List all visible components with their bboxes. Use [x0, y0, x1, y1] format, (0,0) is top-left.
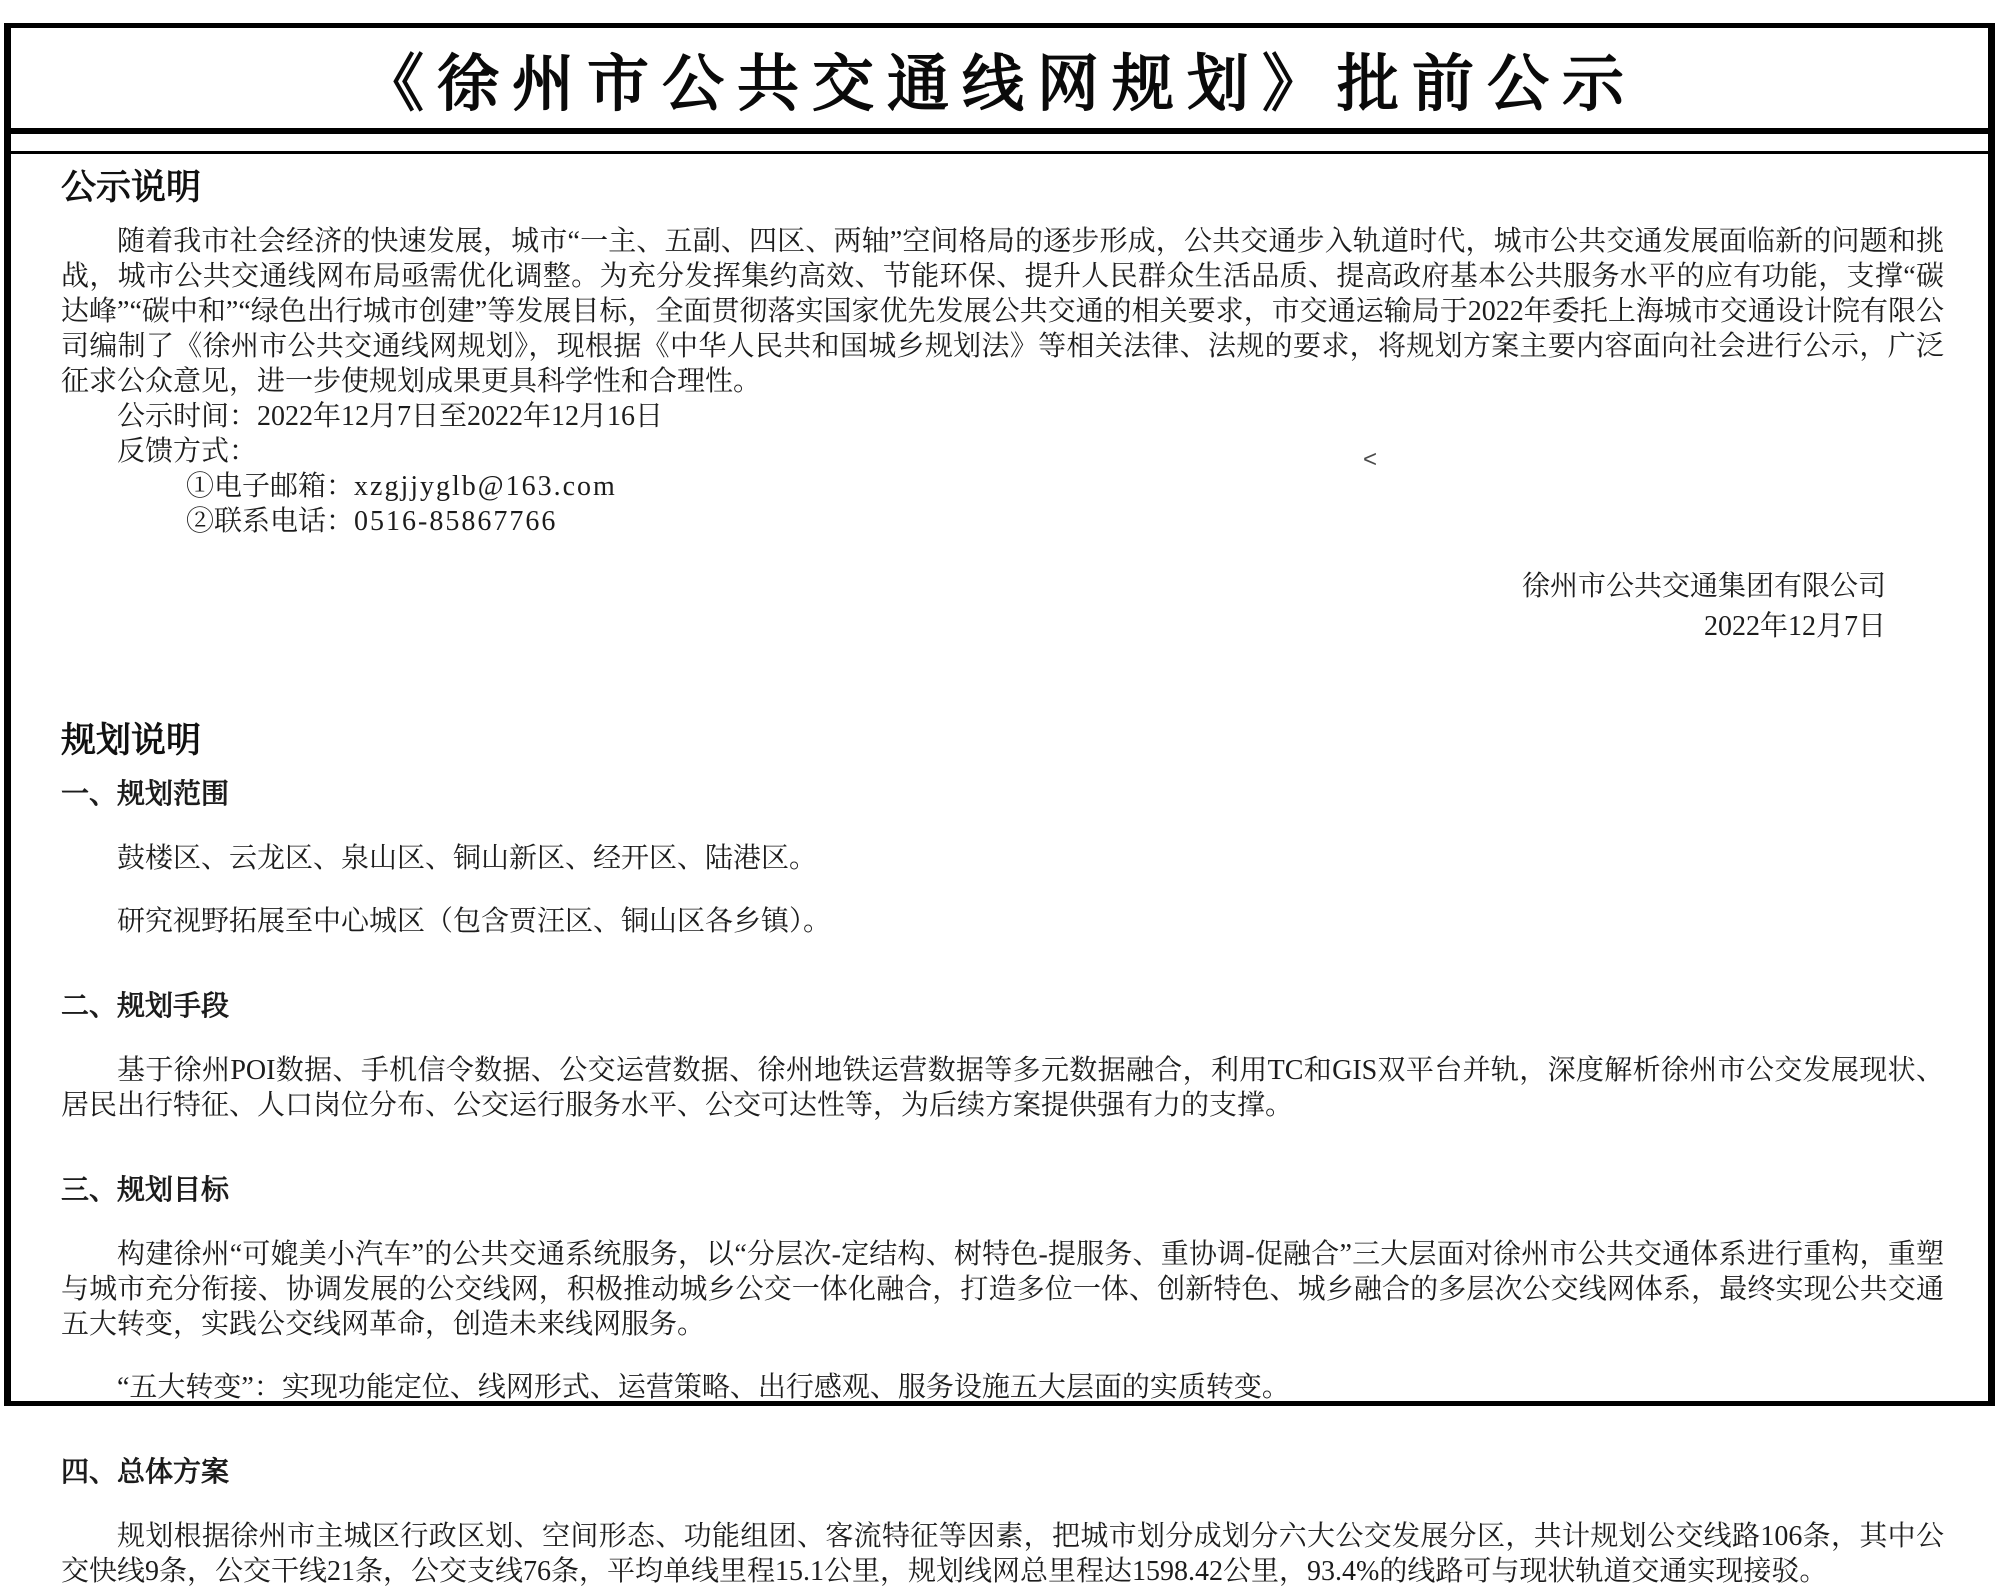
page-border-frame — [4, 23, 1995, 1587]
signature-block — [61, 567, 1944, 647]
stray-scan-mark: < — [1363, 446, 1378, 473]
plan-item-methods — [61, 989, 1944, 1123]
plan-item-methods-paragraph-1: 基于徐州POI数据、手机信令数据、公交运营数据、徐州地铁运营数据等多元数据融合，利用TC和GIS双平台并轨，深度解析徐州市公交发展现状、居民出行特征、人口岗位分布、公交运行服务水平、公交可达性等，为后续方案提供强有力的支撑。 — [61, 1055, 1944, 1121]
plan-item-scope-paragraph-2: 研究视野拓展至中心城区（包含贾汪区、铜山区各乡镇）。 — [117, 906, 832, 937]
feedback-email-value: xzgjjyglb@163.com — [354, 471, 617, 502]
title-divider-rule — [11, 151, 1988, 154]
plan-item-goals-paragraph-2: “五大转变”：实现功能定位、线网形式、运营策略、出行感观、服务设施五大层面的实质转变。 — [117, 1372, 1290, 1403]
plan-item-goals — [61, 1173, 1944, 1405]
feedback-label: 反馈方式： — [117, 436, 258, 467]
signature-date: 2022年12月7日 — [1703, 611, 1886, 642]
notice-heading: 公示说明 — [61, 168, 202, 207]
plan-item-methods-title: 二、规划手段 — [61, 991, 230, 1022]
document-content — [11, 166, 1988, 1589]
notice-body-paragraph: 随着我市社会经济的快速发展，城市“一主、五副、四区、两轴”空间格局的逐步形成，公共交通步入轨道时代，城市公共交通发展面临新的问题和挑战，城市公共交通线网布局亟需优化调整。为充分发挥集约高效、节能环保、提升人民群众生活品质、提高政府基本公共服务水平的应有功能，支撑“碳达峰”“碳中和”“绿色出行城市创建”等发展目标，全面贯彻落实国家优先发展公共交通的相关要求，市交通运输局于2022年委托上海城市交通设计院有限公司编制了《徐州市公共交通线网规划》，现根据《中华人民共和国城乡规划法》等相关法律、法规的要求，将规划方案主要内容面向社会进行公示，广泛征求公众意见，进一步使规划成果更具科学性和合理性。 — [61, 226, 1944, 397]
plan-item-scope-paragraph-1: 鼓楼区、云龙区、泉山区、铜山新区、经开区、陆港区。 — [117, 843, 818, 874]
plan-item-overall — [61, 1455, 1944, 1589]
plan-item-scope — [61, 777, 1944, 939]
publicity-period: 公示时间：2022年12月7日至2022年12月16日 — [117, 401, 664, 432]
feedback-email-label: ①电子邮箱： — [186, 471, 355, 502]
feedback-phone-label: ②联系电话： — [186, 506, 355, 537]
plan-heading: 规划说明 — [61, 721, 202, 760]
plan-item-overall-title: 四、总体方案 — [61, 1457, 230, 1488]
plan-item-scope-title: 一、规划范围 — [61, 779, 230, 810]
feedback-phone-line — [61, 504, 1944, 539]
feedback-phone-value: 0516-85867766 — [354, 506, 558, 537]
feedback-email-line — [61, 469, 1944, 504]
plan-section — [61, 719, 1944, 1589]
title-band — [11, 28, 1988, 134]
notice-body-block — [61, 224, 1944, 539]
notice-section — [61, 166, 1944, 647]
plan-item-goals-title: 三、规划目标 — [61, 1175, 230, 1206]
plan-item-overall-paragraph-1: 规划根据徐州市主城区行政区划、空间形态、功能组团、客流特征等因素，把城市划分成划分六大公交发展分区，共计规划公交线路106条，其中公交快线9条，公交干线21条，公交支线76条，平均单线里程15.1公里，规划线网总里程达1598.42公里，93.4%的线路可与现状轨道交通实现接驳。 — [61, 1521, 1944, 1587]
page-title: 《徐州市公共交通线网规划》批前公示 — [361, 50, 1637, 119]
plan-item-goals-paragraph-1: 构建徐州“可媲美小汽车”的公共交通系统服务，以“分层次-定结构、树特色-提服务、重协调-促融合”三大层面对徐州市公共交通体系进行重构，重塑与城市充分衔接、协调发展的公交线网，积极推动城乡公交一体化融合，打造多位一体、创新特色、城乡融合的多层次公交线网体系，最终实现公共交通五大转变，实践公交线网革命，创造未来线网服务。 — [61, 1239, 1944, 1340]
signature-org: 徐州市公共交通集团有限公司 — [1521, 571, 1886, 602]
